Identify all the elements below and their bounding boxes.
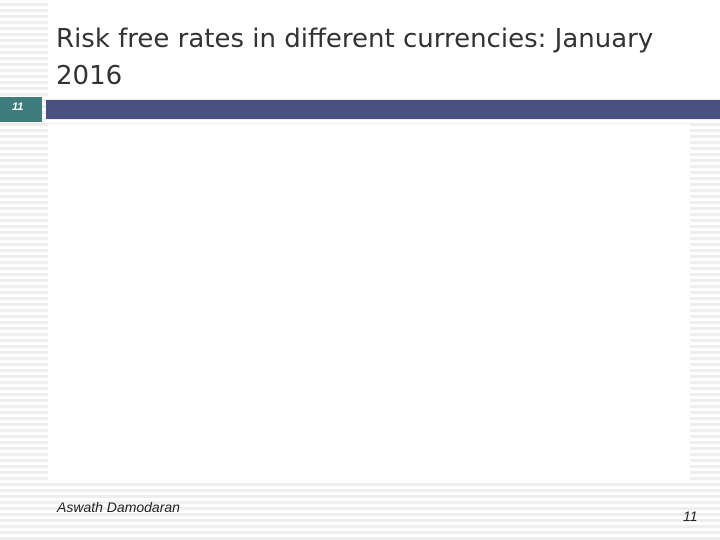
slide-content-area [48, 124, 690, 482]
footer-author: Aswath Damodaran [57, 499, 180, 515]
title-accent-bar [46, 100, 720, 119]
slide-number-tab [0, 97, 42, 122]
slide-number-tab-label: 11 [12, 101, 24, 113]
footer-page-number: 11 [683, 508, 698, 524]
slide-title-area [48, 0, 720, 96]
slide-title: Risk free rates in different currencies: January 2016 [56, 24, 654, 91]
